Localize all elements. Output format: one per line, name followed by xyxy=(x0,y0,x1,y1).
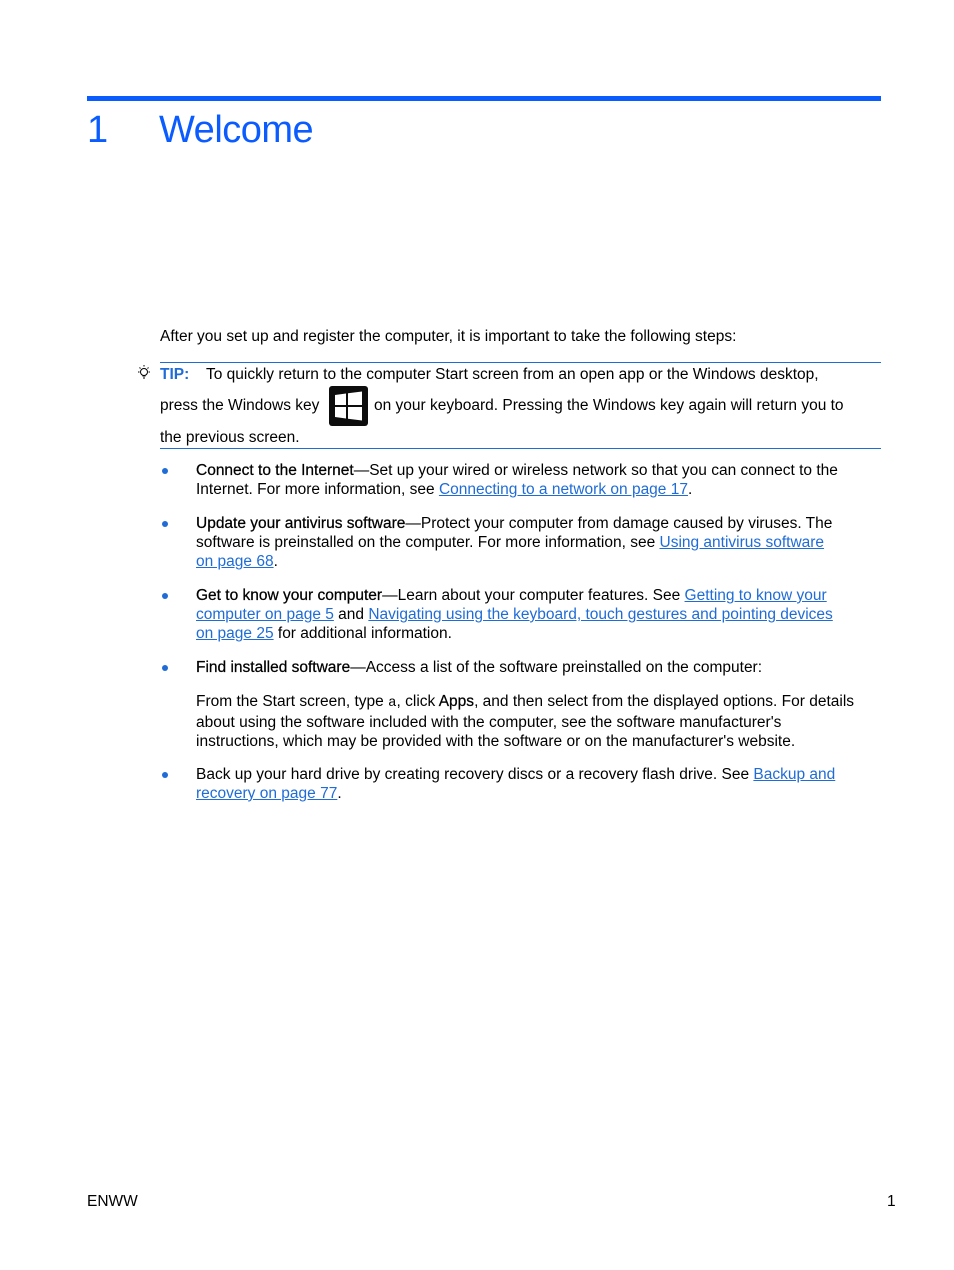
tip-text-line1: To quickly return to the computer Start screen from an open app or the Windows desktop, xyxy=(206,366,819,383)
lightbulb-icon xyxy=(135,364,153,382)
tip-text-line3: the previous screen. xyxy=(160,429,300,446)
intro-paragraph: After you set up and register the computer, it is important to take the following steps: xyxy=(160,328,737,345)
tip-label: TIP: xyxy=(160,366,190,383)
item-text: —Access a list of the software preinstalled on the computer: xyxy=(350,659,763,676)
item-heading: Connect to the Internet xyxy=(196,462,354,479)
chapter-title: Welcome xyxy=(159,109,314,151)
item-text: —Set up your wired or wireless network so that you can connect to the xyxy=(353,462,838,479)
bullet-icon xyxy=(162,665,168,671)
item-text: , and then select from the displayed options. For details xyxy=(474,693,855,710)
link-navigating-keyboard[interactable]: Navigating using the keyboard, touch gestures and pointing devices xyxy=(368,606,833,623)
item-text: . xyxy=(337,785,342,802)
item-text: for additional information. xyxy=(273,625,452,642)
tip-text-line2-end: on your keyboard. Pressing the Windows key again will return you to xyxy=(374,397,844,414)
bullet-icon xyxy=(162,468,168,474)
find-software-details xyxy=(196,692,884,751)
item-text: instructions, which may be provided with the software or on the manufacturer's website. xyxy=(196,733,796,750)
link-getting-to-know[interactable]: Getting to know your xyxy=(684,587,827,604)
item-text: software is preinstalled on the computer. For more information, see xyxy=(196,534,660,551)
link-backup-recovery-page[interactable]: recovery on page 77 xyxy=(196,785,338,802)
item-text: —Learn about your computer features. See xyxy=(382,587,685,604)
item-text: From the Start screen, type xyxy=(196,693,389,710)
item-text: —Protect your computer from damage caused by viruses. The xyxy=(405,515,833,532)
apps-label: Apps xyxy=(438,693,475,710)
code-text: a xyxy=(388,695,397,711)
link-backup-recovery[interactable]: Backup and xyxy=(753,766,836,783)
list-item-antivirus xyxy=(196,514,884,571)
page-number: 1 xyxy=(887,1193,896,1210)
item-text: Internet. For more information, see xyxy=(196,481,439,498)
list-item-find-software xyxy=(196,658,884,677)
item-text: . xyxy=(273,553,278,570)
item-text: . xyxy=(687,481,693,498)
list-item-connect xyxy=(196,461,884,499)
bullet-icon xyxy=(162,521,168,527)
bullet-icon xyxy=(162,593,168,599)
item-text: Back up your hard drive by creating recovery discs or a recovery flash drive. See xyxy=(196,766,754,783)
link-navigating-keyboard-page[interactable]: on page 25 xyxy=(196,625,274,642)
chapter-number: 1 xyxy=(87,109,108,151)
item-text: , click xyxy=(396,693,439,710)
item-heading: Find installed software xyxy=(196,659,351,676)
link-getting-to-know-page[interactable]: computer on page 5 xyxy=(196,606,334,623)
list-item-know-computer xyxy=(196,586,884,643)
link-antivirus-software[interactable]: Using antivirus software xyxy=(659,534,825,551)
link-antivirus-software-page[interactable]: on page 68 xyxy=(196,553,274,570)
item-heading: Update your antivirus software xyxy=(196,515,406,532)
item-text: about using the software included with the computer, see the software manufacturer's xyxy=(196,714,782,731)
windows-key-icon xyxy=(329,386,368,426)
footer-label: ENWW xyxy=(87,1193,138,1210)
bullet-icon xyxy=(162,772,168,778)
list-item-backup xyxy=(196,765,884,803)
link-connecting-network[interactable]: Connecting to a network on page 17 xyxy=(438,481,688,498)
item-text: and xyxy=(333,606,369,623)
item-heading: Get to know your computer xyxy=(196,587,383,604)
chapter-rule xyxy=(87,96,881,101)
tip-text-line2-start: press the Windows key xyxy=(160,397,320,414)
